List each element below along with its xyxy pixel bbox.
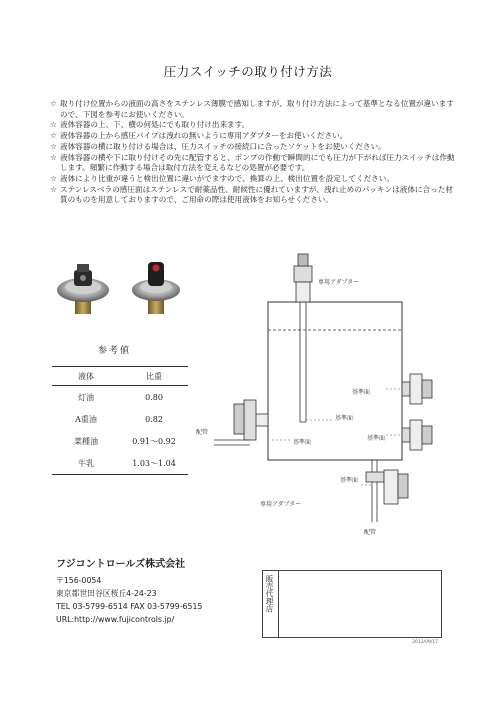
dealer-label: 販売代理店 [265,575,274,613]
label-ref-face-2: 基準面 [335,415,354,422]
table-row: A重油 0.82 [75,414,163,424]
note-item: ☆ 取り付け位置からの液面の高さをステンレス薄膜で感知しますが、取り付け方法によって基準となる位置が違いますので、下図を参考にお使いください。 [50,99,454,119]
label-piping-left: 配管 [196,429,209,436]
star-icon: ☆ [50,152,57,162]
note-item: ☆ ステンレスベラの感圧面はステンレスで耐薬品性、耐候性に優れていますが、洩れ止めのパッキンは液体に合った材質のものを用意しておりますので、ご用命の際は使用液体をお知らせください。 [50,184,453,205]
table-row: 牛乳 1.03〜1.04 [52,452,188,475]
product-photo [52,244,182,326]
dealer-stamp-box [262,570,442,638]
note-item: ☆ 液体容器の横に取り付ける場合は、圧力スイッチの接続口に合ったソケットをお使いください。 [50,141,386,151]
table-row: 菜種油 0.91〜0.92 [74,436,176,446]
note-item: ☆ 液体容器の横や下に取り付けその先に配管すると、ポンプの作動で瞬間的にでも圧力が下がれば圧力スイッチは作動します。頻繁に作動する場合は取付方法を変えるなどの処置が必要です。 [50,152,455,173]
label-adapter-bottom: 専用アダプター [260,501,302,508]
column-header: 液体 [52,367,120,386]
doc-code: 2013/09/17 [412,640,438,645]
note-item: ☆ 液体容器の上から感圧パイプは洩れの無いように専用アダプターをお使いください。 [50,131,348,141]
star-icon: ☆ [50,120,57,130]
notes-list [50,99,460,206]
website-link[interactable]: URL:http://www.fujicontrols.jp/ [56,615,175,624]
label-piping-bottom: 配管 [364,529,377,536]
company-info [56,558,202,626]
label-ref-face-3: 基準面 [367,435,386,442]
reference-table [52,366,188,475]
phone-fax: TEL 03-5799-6514 FAX 03-5799-6515 [56,602,203,611]
star-icon: ☆ [50,141,57,151]
note-item: ☆ 液体により比重が違うと検出位置に違いがでますので、換算の上、検出位置を設定してください。 [50,173,394,183]
star-icon: ☆ [50,184,57,194]
address: 東京都世田谷区桜丘4-24-23 [56,589,157,598]
installation-diagram [196,244,446,540]
page-title: 圧力スイッチの取り付け方法 [163,64,333,79]
star-icon: ☆ [50,131,57,141]
table-row: 灯油 0.80 [78,392,163,402]
star-icon: ☆ [50,173,57,183]
postal-code: 〒156-0054 [56,576,102,585]
divider [278,571,279,637]
note-item: ☆ 液体容器の上、下、横の何処にでも取り付け出来ます。 [50,120,250,130]
label-adapter-top: 専用アダプター [318,279,360,286]
reference-title: 参考値 [98,346,132,356]
label-ref-face-1: 基準面 [352,389,371,396]
column-header: 比重 [120,367,188,386]
label-ref-face-5: 基準面 [340,477,359,484]
star-icon: ☆ [50,99,57,108]
label-ref-face-4: 基準面 [293,439,312,446]
company-name: フジコントロールズ株式会社 [56,559,186,570]
